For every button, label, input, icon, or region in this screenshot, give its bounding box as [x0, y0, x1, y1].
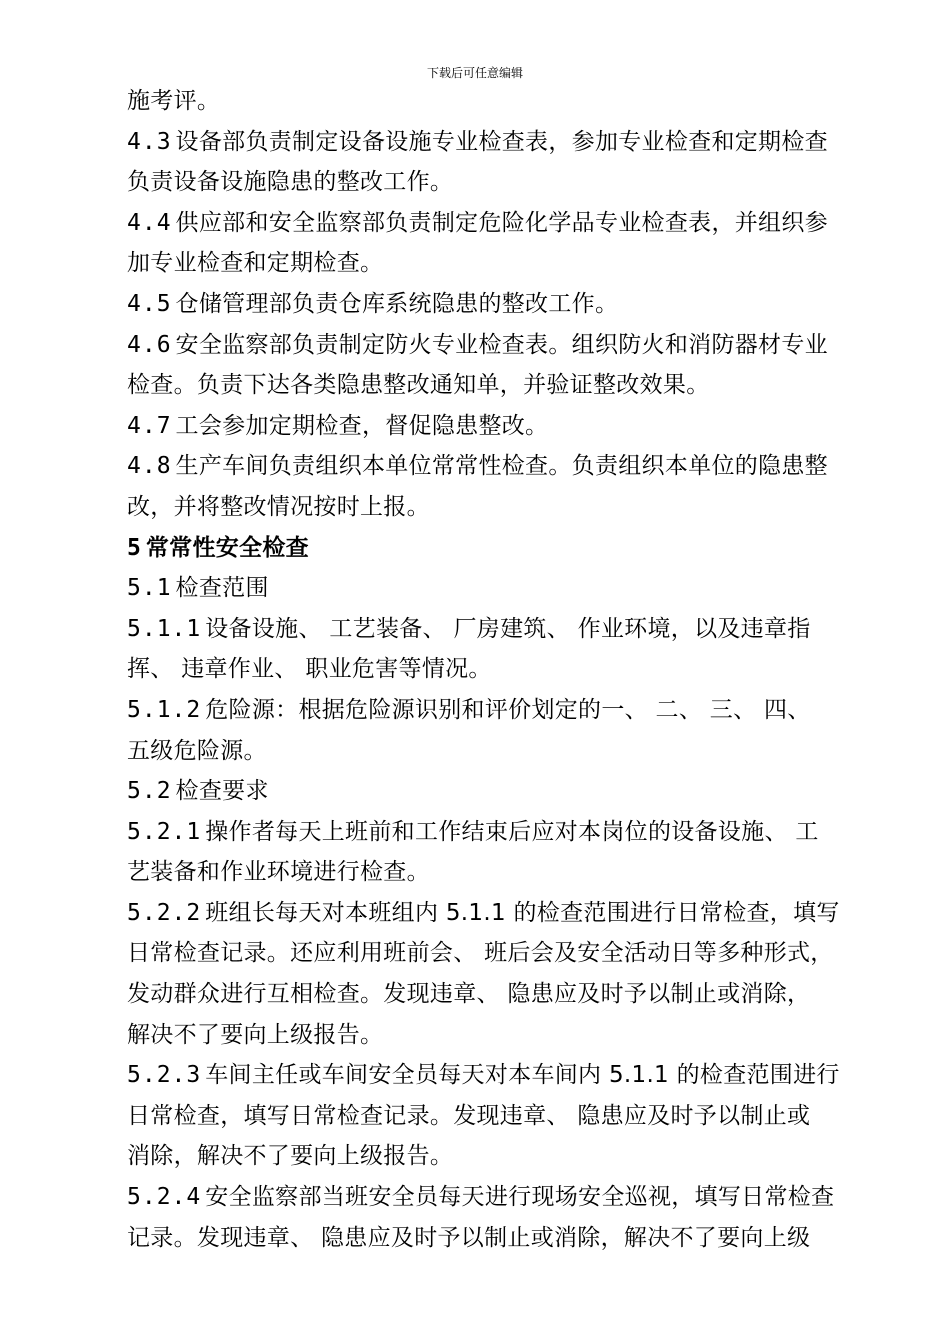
document-line: [127, 852, 827, 893]
document-line: [127, 1177, 835, 1218]
document-line: [127, 1218, 827, 1259]
clause-number: 5.2.1: [127, 818, 202, 845]
document-line: [127, 81, 827, 122]
document-line: [127, 812, 827, 853]
line-text: 检查。负责下达各类隐患整改通知单，并验证整改效果。: [127, 372, 710, 399]
document-line: [127, 933, 834, 974]
document-line: [127, 771, 827, 812]
document-line: [127, 446, 827, 487]
line-text: 班组长每天对本班组内 5.1.1 的检查范围进行日常检查，填写: [205, 899, 840, 926]
line-text: 艺装备和作业环境进行检查。: [127, 859, 430, 886]
document-line: [127, 487, 827, 528]
clause-number: 5.2.2: [127, 899, 202, 926]
line-text: 设备设施、 工艺装备、 厂房建筑、 作业环境，以及违章指: [205, 615, 811, 642]
line-text: 仓储管理部负责仓库系统隐患的整改工作。: [175, 290, 619, 317]
document-line: [127, 406, 827, 447]
line-text: 供应部和安全监察部负责制定危险化学品专业检查表，并组织参: [175, 209, 828, 236]
document-line: [127, 974, 827, 1015]
document-line: [127, 893, 840, 934]
clause-number: 5: [127, 534, 142, 561]
clause-number: 4.4: [127, 209, 172, 236]
line-text: 五级危险源。: [127, 737, 267, 764]
clause-number: 4.6: [127, 331, 172, 358]
line-text: 常常性安全检查: [145, 534, 309, 561]
document-line: [127, 365, 827, 406]
document-line: [127, 690, 827, 731]
clause-number: 4.7: [127, 412, 172, 439]
line-text: 加专业检查和定期检查。: [127, 250, 384, 277]
clause-number: 5.1: [127, 575, 172, 602]
line-text: 安全监察部当班安全员每天进行现场安全巡视，填写日常检查: [205, 1184, 835, 1211]
line-text: 检查范围: [175, 575, 269, 602]
document-line: [127, 649, 827, 690]
line-text: 安全监察部负责制定防火专业检查表。组织防火和消防器材专业: [175, 331, 828, 358]
document-line: [127, 568, 827, 609]
document-line: [127, 1015, 827, 1056]
page-header-note: 下载后可任意编辑: [426, 66, 523, 80]
line-text: 发动群众进行互相检查。发现违章、 隐患应及时予以制止或消除，: [127, 981, 811, 1008]
line-text: 生产车间负责组织本单位常常性检查。负责组织本单位的隐患整: [175, 453, 828, 480]
clause-number: 4.8: [127, 453, 172, 480]
clause-number: 5.1.2: [127, 696, 202, 723]
line-text: 解决不了要向上级报告。: [127, 1021, 384, 1048]
document-line: [127, 1055, 840, 1096]
document-line: [127, 284, 827, 325]
clause-number: 5.1.1: [127, 615, 202, 642]
line-text: 消除，解决不了要向上级报告。: [127, 1143, 454, 1170]
line-text: 车间主任或车间安全员每天对本车间内 5.1.1 的检查范围进行: [205, 1062, 840, 1089]
line-text: 工会参加定期检查，督促隐患整改。: [175, 412, 549, 439]
clause-number: 4.5: [127, 290, 172, 317]
clause-number: 5.2.4: [127, 1184, 202, 1211]
document-line: [127, 122, 827, 163]
line-text: 改，并将整改情况按时上报。: [127, 493, 430, 520]
document-line: [127, 1096, 827, 1137]
document-line: [127, 731, 827, 772]
line-text: 操作者每天上班前和工作结束后应对本岗位的设备设施、 工: [205, 818, 819, 845]
clause-number: 5.2: [127, 778, 172, 805]
clause-number: 5.2.3: [127, 1062, 202, 1089]
document-line: [127, 162, 827, 203]
document-body: [127, 81, 840, 1258]
clause-number: 4.3: [127, 128, 172, 155]
document-line: [127, 1136, 827, 1177]
document-line: [127, 609, 827, 650]
section-heading: [127, 528, 827, 569]
line-text: 挥、 违章作业、 职业危害等情况。: [127, 656, 492, 683]
document-line: [127, 203, 827, 244]
line-text: 危险源：根据危险源识别和评价划定的一、 二、 三、 四、: [205, 696, 811, 723]
document-line: [127, 325, 827, 366]
document-line: [127, 243, 827, 284]
line-text: 施考评。: [127, 88, 221, 114]
line-text: 记录。发现违章、 隐患应及时予以制止或消除，解决不了要向上级: [127, 1224, 811, 1251]
line-text: 日常检查记录。还应利用班前会、 班后会及安全活动日等多种形式，: [127, 940, 834, 967]
line-text: 日常检查，填写日常检查记录。发现违章、 隐患应及时予以制止或: [127, 1102, 811, 1129]
line-text: 设备部负责制定设备设施专业检查表，参加专业检查和定期检查: [175, 128, 828, 155]
line-text: 负责设备设施隐患的整改工作。: [127, 169, 454, 196]
line-text: 检查要求: [175, 778, 269, 805]
